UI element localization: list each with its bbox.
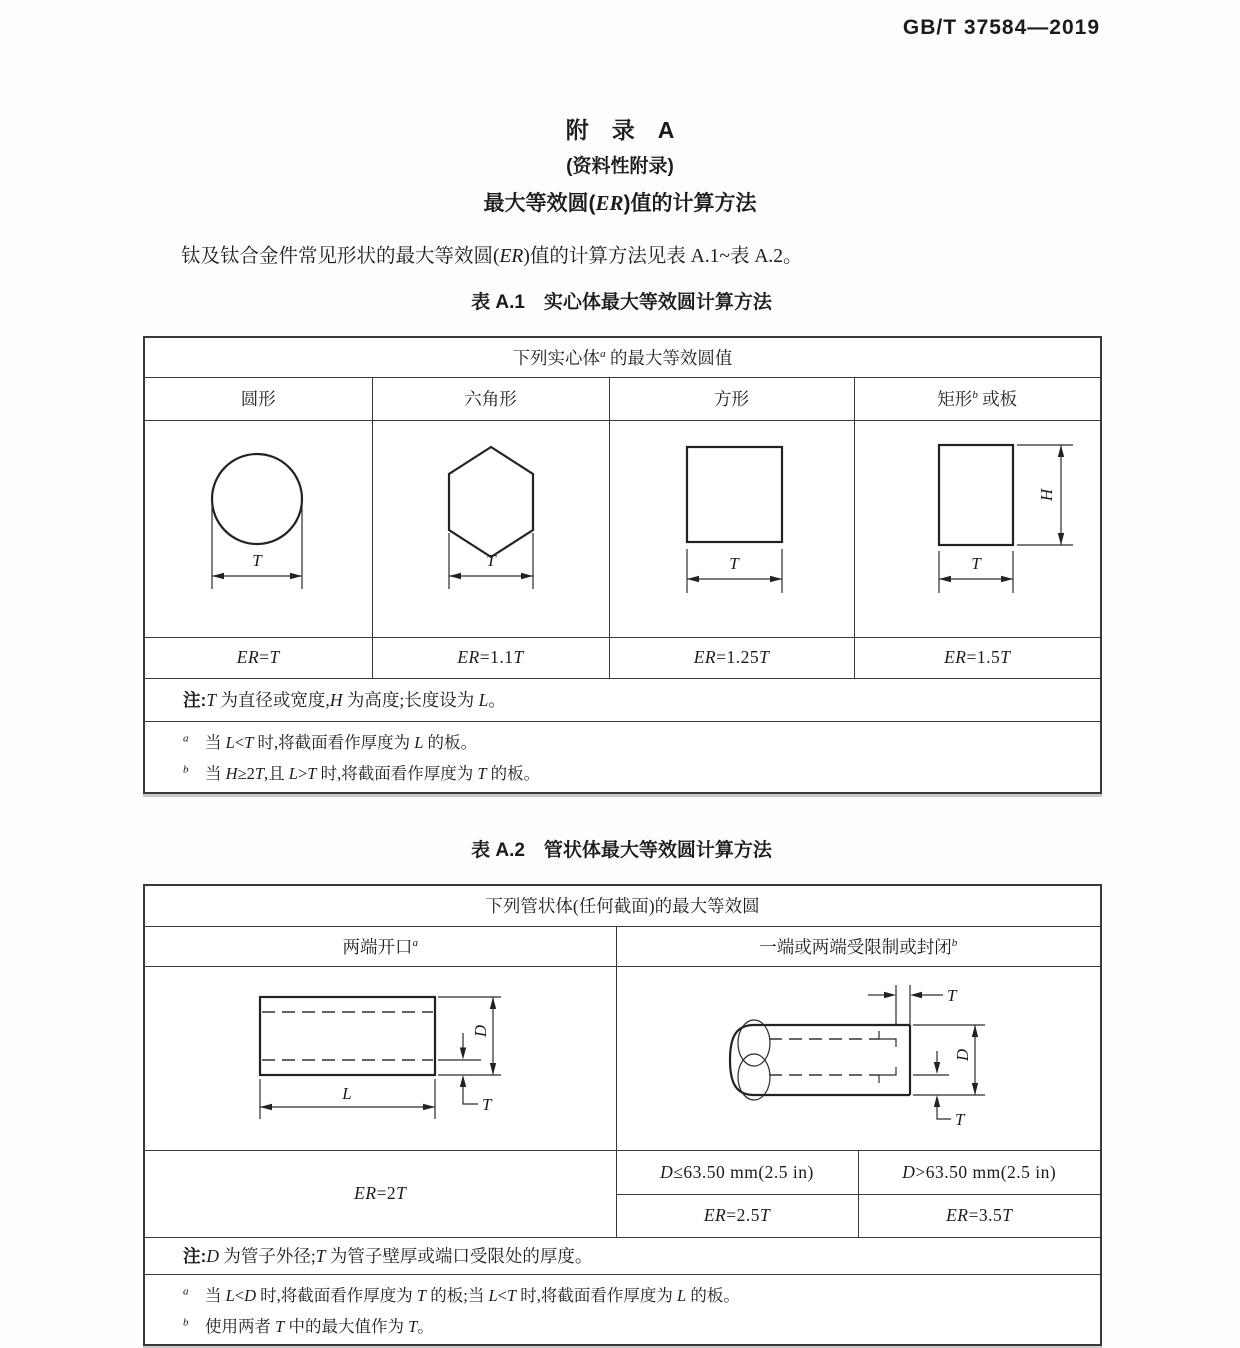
col-label: 方形 [714,389,749,409]
footnote-ref-b: b [951,936,958,949]
table-a1-footnotes [144,721,1101,793]
formula-circle: ER=T [144,637,372,678]
footnote-a [183,729,1100,753]
square-diagram-cell [609,420,854,637]
col-header-rectangle [854,377,1101,420]
table-a1-header [144,337,1101,377]
footnote-b [183,760,1100,784]
dim-label-t: T [485,550,496,570]
dim-label-t: T [954,1109,964,1129]
formula-hexagon: ER=1.1T [372,637,609,678]
note-text: T 为直径或宽度,H 为高度;长度设为 L。 [206,690,506,710]
dim-label-t: T [946,985,956,1005]
footnote-a [183,1282,1100,1306]
dim-label-t: T [728,553,739,573]
col-label: 圆形 [240,389,276,409]
table-a2-caption: 表 A.2 管状体最大等效圆计算方法 [471,840,772,861]
footnote-ref-b: b [972,389,978,402]
header-text: 下列实心体 [512,347,601,368]
col-label: 一端或两端受限制或封闭 [759,936,952,957]
circle-diagram [145,421,371,637]
col-header-square [609,377,854,420]
condition-small-d: D≤63.50 mm(2.5 in) [616,1150,858,1194]
footnote-marker: b [183,763,189,776]
footnote-marker: a [183,732,189,745]
intro-paragraph: 钛及钛合金件常见形状的最大等效圆(ER)值的计算方法见表 A.1~表 A.2。 [181,246,803,267]
rectangle-diagram-cell [854,420,1101,637]
col-label: 或板 [977,389,1018,409]
footnote-ref-a: a [412,936,418,949]
table-a2-footnotes [144,1274,1101,1345]
condition-large-d: D>63.50 mm(2.5 in) [858,1150,1101,1194]
tube-open-diagram [145,967,615,1150]
tube-closed-diagram [617,967,1100,1150]
footnote-text: 当 L<D 时,将截面看作厚度为 T 的板;当 L<T 时,将截面看作厚度为 L 的板。 [205,1285,740,1305]
table-a1 [143,336,1102,794]
col-header-circle [144,377,372,420]
col-label: 六角形 [464,389,517,409]
square-diagram [610,421,853,637]
tube-open-diagram-cell [144,966,616,1150]
appendix-type: (资料性附录) [566,156,674,177]
footnote-marker: a [183,1285,189,1297]
hexagon-diagram-cell [372,420,609,637]
header-text: 的最大等效圆值 [605,347,733,368]
appendix-subject: 最大等效圆(ER)值的计算方法 [483,191,757,215]
note-label: 注: [183,1246,207,1266]
tube-closed-diagram-cell [616,966,1101,1150]
footnote-text: 使用两者 T 中的最大值作为 T。 [205,1316,434,1336]
rectangle-diagram [855,421,1100,637]
col-header-closed-ends [616,926,1101,966]
note-label: 注: [183,690,207,710]
dim-label-h: H [1036,488,1056,501]
footnote-ref-a: a [600,347,606,360]
dim-label-d: D [471,1024,490,1037]
dim-label-t: T [252,550,262,570]
table-a1-note [144,678,1101,721]
table-a2-header [144,885,1101,926]
table-a2-note [144,1237,1101,1274]
dim-label-d: D [952,1048,972,1061]
table-a1-caption: 表 A.1 实心体最大等效圆计算方法 [471,292,772,313]
dim-label-t: T [970,553,981,573]
table-a2 [143,884,1102,1346]
header-text: 下列管状体(任何截面)的最大等效圆 [485,896,760,917]
circle-diagram-cell [144,420,372,637]
col-label: 矩形 [937,389,973,409]
note-text: D 为管子外径;T 为管子壁厚或端口受限处的厚度。 [206,1246,593,1266]
formula-square: ER=1.25T [609,637,854,678]
formula-open-ends: ER=2T [144,1150,616,1237]
formula-small-d: ER=2.5T [616,1194,858,1237]
footnote-b [183,1313,1100,1337]
hexagon-diagram [373,421,608,637]
dim-label-l: L [342,1083,352,1103]
footnote-marker: b [183,1316,189,1328]
col-label: 两端开口 [342,936,413,957]
appendix-title: 附 录 A [565,117,675,143]
col-header-open-ends [144,926,616,966]
dim-label-t: T [482,1094,492,1114]
formula-row [144,637,1101,678]
formula-large-d: ER=3.5T [858,1194,1101,1237]
col-header-hexagon [372,377,609,420]
formula-rectangle: ER=1.5T [854,637,1101,678]
doc-number: GB/T 37584—2019 [902,16,1100,39]
footnote-text: 当 H≥2T,且 L>T 时,将截面看作厚度为 T 的板。 [205,764,541,784]
footnote-text: 当 L<T 时,将截面看作厚度为 L 的板。 [205,733,477,753]
